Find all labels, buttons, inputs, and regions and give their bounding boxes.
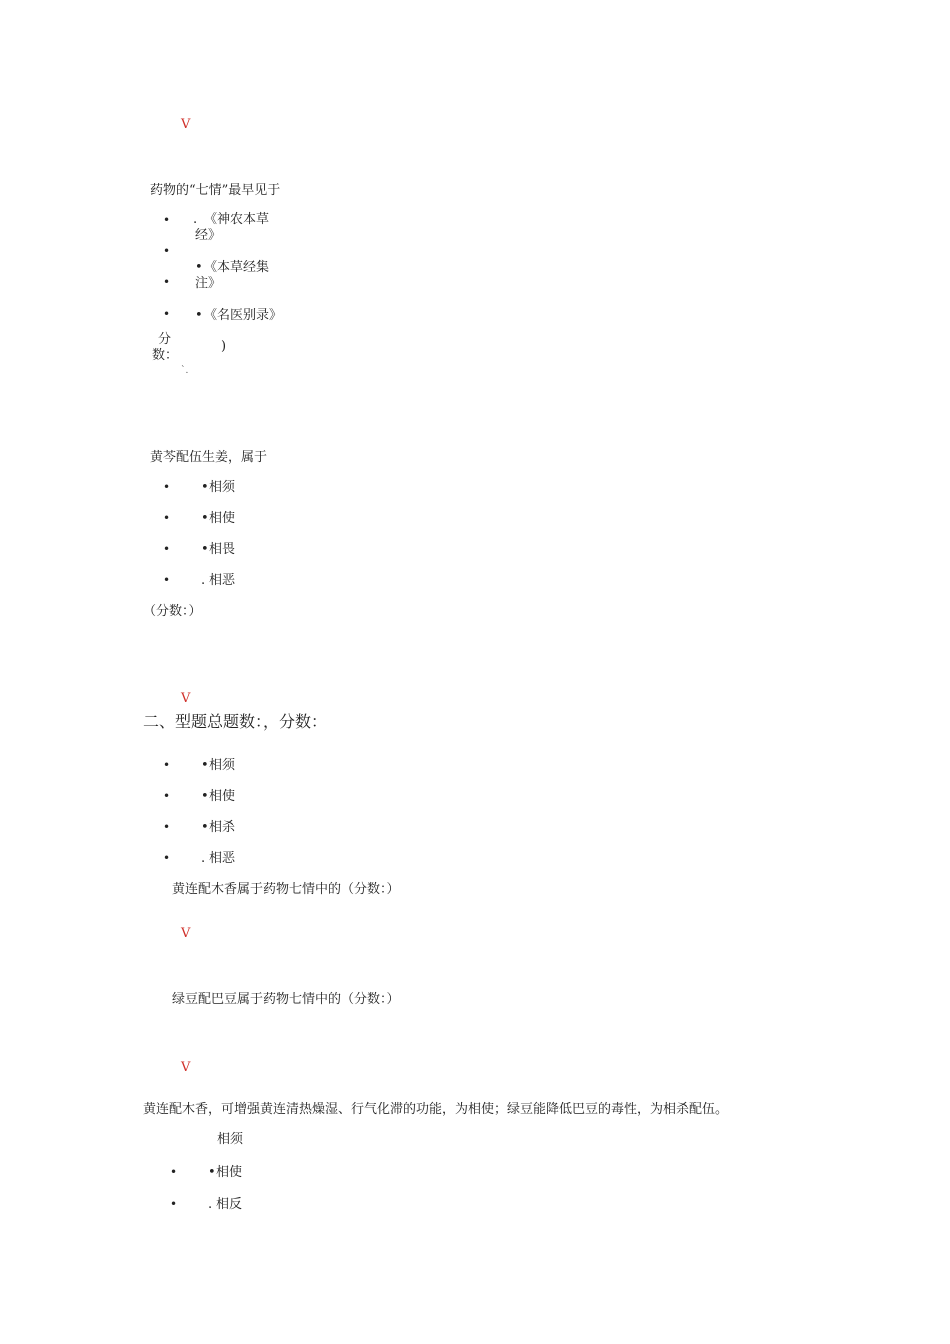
list-bullet: • bbox=[163, 820, 171, 834]
option-prefix: • bbox=[201, 789, 209, 804]
answer-check-mark: V bbox=[181, 1060, 191, 1075]
option-prefix: • bbox=[201, 511, 209, 526]
score-paren: ) bbox=[221, 339, 227, 354]
score-label: 分 bbox=[158, 332, 172, 347]
question-stem: 绿豆配巴豆属于药物七情中的（分数：） bbox=[172, 992, 400, 1007]
list-bullet: • bbox=[170, 1197, 178, 1211]
option-prefix: . bbox=[201, 851, 206, 866]
option-prefix: • bbox=[201, 542, 209, 557]
list-bullet: • bbox=[163, 244, 171, 258]
question-stem: 黄芩配伍生姜，属于 bbox=[150, 450, 268, 465]
list-bullet: • bbox=[163, 789, 171, 803]
option-prefix: • bbox=[201, 758, 209, 773]
option-text[interactable]: 相使 bbox=[209, 789, 236, 804]
option-text[interactable]: 相使 bbox=[209, 511, 236, 526]
option-prefix: . bbox=[193, 212, 198, 227]
option-text[interactable]: 相使 bbox=[216, 1165, 243, 1180]
score-label: 数： bbox=[152, 348, 179, 363]
option-prefix: • bbox=[195, 308, 203, 323]
question-stem: 黄连配木香属于药物七情中的（分数：） bbox=[172, 882, 400, 897]
option-text[interactable]: 《本草经集 bbox=[204, 260, 270, 275]
option-prefix: • bbox=[201, 480, 209, 495]
option-text[interactable]: 《神农本草 bbox=[204, 212, 270, 227]
option-text[interactable]: 相反 bbox=[216, 1197, 243, 1212]
score-label: （分数：） bbox=[143, 604, 202, 619]
question-stem: 药物的“七情”最早见于 bbox=[150, 183, 281, 198]
list-bullet: • bbox=[163, 758, 171, 772]
list-bullet: • bbox=[163, 573, 171, 587]
scan-artifact-mark: `. bbox=[181, 366, 189, 376]
list-bullet: • bbox=[163, 542, 171, 556]
option-prefix: . bbox=[208, 1197, 213, 1212]
option-prefix: • bbox=[201, 820, 209, 835]
option-text[interactable]: 相畏 bbox=[209, 542, 236, 557]
list-bullet: • bbox=[163, 307, 171, 321]
option-prefix: • bbox=[195, 260, 203, 275]
list-bullet: • bbox=[163, 480, 171, 494]
option-text[interactable]: 相恶 bbox=[209, 851, 236, 866]
answer-explanation: 黄连配木香，可增强黄连清热燥湿、行气化滞的功能，为相使；绿豆能降低巴豆的毒性，为相杀配伍。 bbox=[143, 1102, 729, 1117]
option-text[interactable]: 相须 bbox=[217, 1132, 244, 1147]
option-prefix: • bbox=[208, 1165, 216, 1180]
list-bullet: • bbox=[163, 275, 171, 289]
option-text[interactable]: 《名医别录》 bbox=[204, 308, 283, 323]
option-prefix: . bbox=[201, 573, 206, 588]
option-text[interactable]: 相须 bbox=[209, 758, 236, 773]
option-text[interactable]: 相杀 bbox=[209, 820, 236, 835]
list-bullet: • bbox=[163, 511, 171, 525]
list-bullet: • bbox=[170, 1165, 178, 1179]
option-text-continued: 经》 bbox=[195, 228, 222, 243]
section-heading: 二、型题总题数：，分数： bbox=[143, 712, 328, 731]
answer-check-mark: V bbox=[181, 926, 191, 941]
option-text[interactable]: 相须 bbox=[209, 480, 236, 495]
option-text-continued: 注》 bbox=[195, 276, 222, 291]
list-bullet: • bbox=[163, 851, 171, 865]
list-bullet: • bbox=[163, 213, 171, 227]
answer-check-mark: V bbox=[181, 691, 191, 706]
answer-check-mark: V bbox=[181, 117, 191, 132]
option-text[interactable]: 相恶 bbox=[209, 573, 236, 588]
